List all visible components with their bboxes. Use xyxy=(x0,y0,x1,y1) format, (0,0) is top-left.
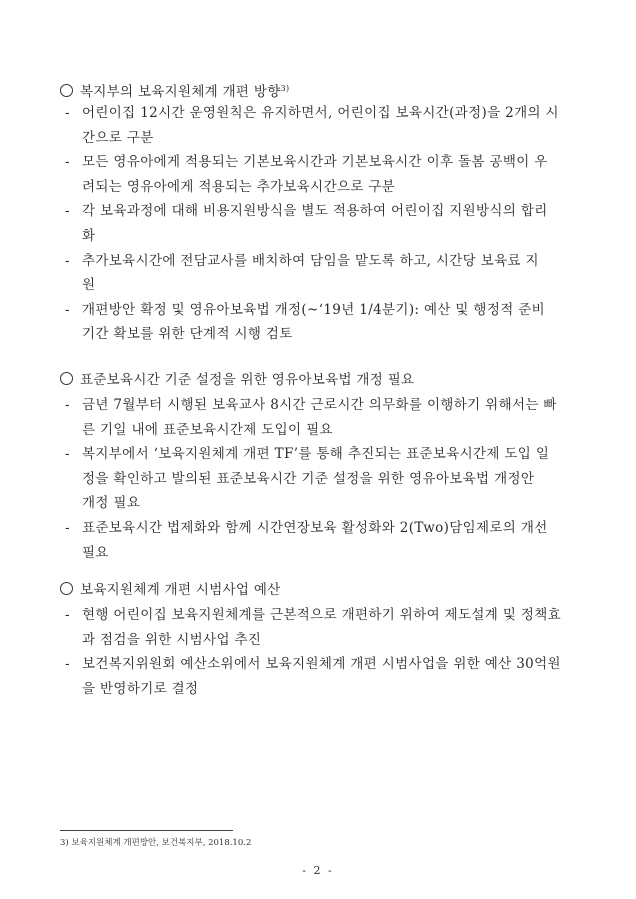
dash-bullet: - xyxy=(65,397,70,413)
dash-bullet: - xyxy=(65,203,70,220)
section-pilot-project-budget xyxy=(60,578,580,701)
circle-bullet-icon xyxy=(60,582,73,595)
item-line: 간으로 구분 xyxy=(82,129,154,146)
item-line: 현행 어린이집 보육지원체계를 근본적으로 개편하기 위하여 제도설계 및 정책효 xyxy=(82,607,562,623)
item-line: 각 보육과정에 대해 비용지원방식을 별도 적용하여 어린이집 지원방식의 합리 xyxy=(82,203,548,220)
item-line: 표준보육시간 법제화와 함께 시간연장보육 활성화와 2(Two)담임제로의 개선 xyxy=(82,519,548,536)
section-heading xyxy=(60,76,580,101)
item-line: 정을 확인하고 발의된 표준보육시간 기준 설정을 위한 영유아보육법 개정안 xyxy=(82,470,535,487)
item-line: 개정 필요 xyxy=(82,495,141,512)
item-line: 려되는 영유아에게 적용되는 추가보육시간으로 구분 xyxy=(82,178,396,195)
item-line: 복지부에서 ‘보육지원체계 개편 TF’를 통해 추진되는 표준보육시간제 도입 일 xyxy=(82,446,550,463)
item-line: 모든 영유아에게 적용되는 기본보육시간과 기본보육시간 이후 돌봄 공백이 우 xyxy=(82,154,548,171)
heading-text: 표준보육시간 기준 설정을 위한 영유아보육법 개정 필요 xyxy=(80,372,415,388)
dash-bullet: - xyxy=(65,656,70,673)
dash-bullet: - xyxy=(65,519,70,536)
footnote: 3) 보육지원체계 개편방안, 보건복지부, 2018.10.2 xyxy=(60,838,252,848)
circle-bullet-icon xyxy=(60,84,73,97)
circle-bullet-icon xyxy=(60,372,73,385)
list-item xyxy=(60,442,580,516)
section-heading xyxy=(60,578,580,603)
section-standard-hours-law-amendment xyxy=(60,368,580,565)
dash-bullet: - xyxy=(65,607,70,623)
list-item xyxy=(60,101,580,150)
section-childcare-reform-direction xyxy=(60,76,580,347)
dash-bullet: - xyxy=(65,105,70,121)
footnote-divider xyxy=(60,830,233,831)
item-line: 추가보육시간에 전담교사를 배치하여 담임을 맡도록 하고, 시간당 보육료 지 xyxy=(82,252,539,269)
list-item xyxy=(60,298,580,347)
dash-bullet: - xyxy=(65,446,70,463)
list-item xyxy=(60,150,580,199)
item-line: 보건복지위원회 예산소위에서 보육지원체계 개편 시범사업을 위한 예산 30억원 xyxy=(82,656,561,673)
dash-bullet: - xyxy=(65,252,70,269)
item-line: 기간 확보를 위한 단계적 시행 검토 xyxy=(82,326,293,343)
dash-bullet: - xyxy=(65,154,70,171)
item-line: 필요 xyxy=(82,544,109,561)
list-item xyxy=(60,652,580,701)
item-line: 화 xyxy=(82,227,96,244)
item-line: 과 점검을 위한 시범사업 추진 xyxy=(82,631,262,648)
list-item xyxy=(60,603,580,652)
list-item xyxy=(60,249,580,298)
dash-bullet: - xyxy=(65,301,70,318)
heading-text: 복지부의 보육지원체계 개편 방향 xyxy=(80,84,281,100)
heading-text: 보육지원체계 개편 시범사업 예산 xyxy=(80,582,281,598)
list-item xyxy=(60,199,580,248)
list-item xyxy=(60,393,580,442)
footnote-reference[interactable]: 3) xyxy=(280,84,290,93)
item-line: 을 반영하기로 결정 xyxy=(82,680,199,697)
item-line: 른 기일 내에 표준보육시간제 도입이 필요 xyxy=(82,421,333,438)
page-number: - 2 - xyxy=(302,864,334,877)
item-line: 개편방안 확정 및 영유아보육법 개정(~‘19년 1/4분기): 예산 및 행정적 준비 xyxy=(82,301,546,318)
list-item xyxy=(60,516,580,565)
item-line: 어린이집 12시간 운영원칙은 유지하면서, 어린이집 보육시간(과정)을 2개의 시 xyxy=(82,105,559,121)
item-line: 금년 7월부터 시행된 보육교사 8시간 근로시간 의무화를 이행하기 위해서는 빠 xyxy=(82,397,557,413)
section-heading xyxy=(60,368,580,393)
item-line: 원 xyxy=(82,277,96,294)
